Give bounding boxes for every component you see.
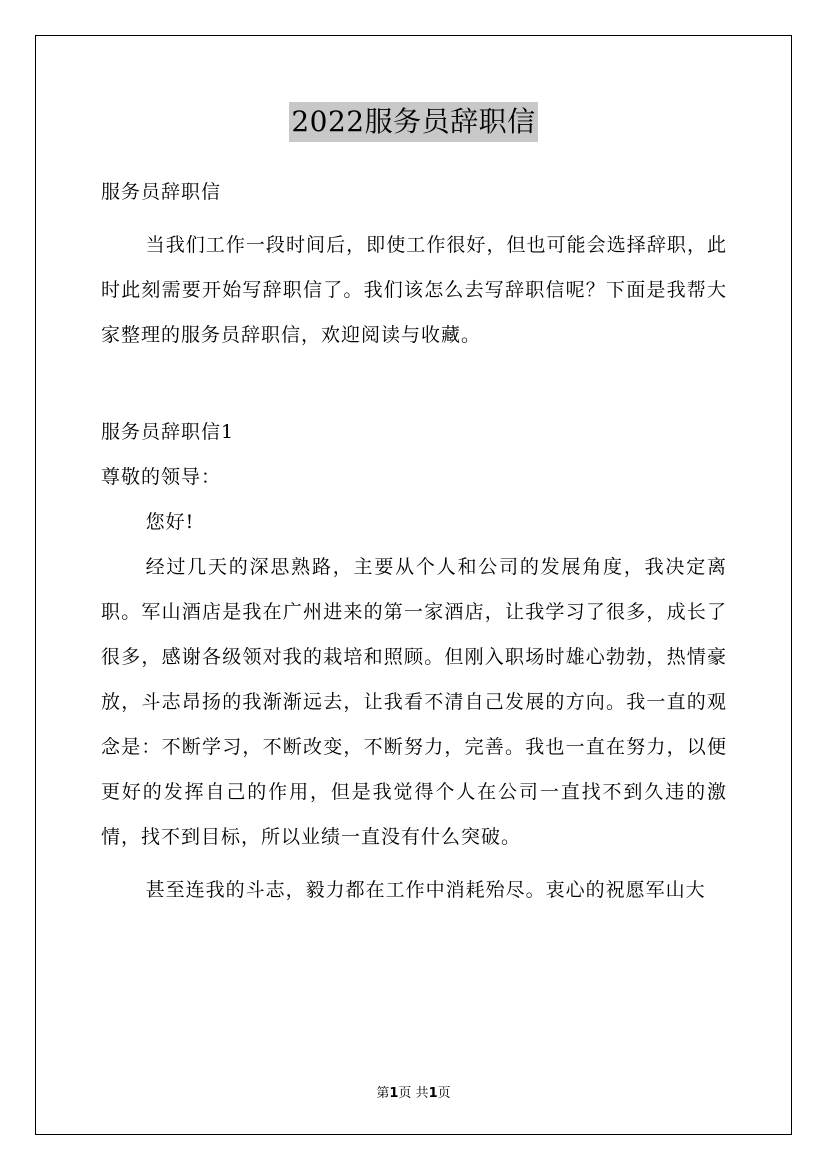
- footer-page-current: 1: [389, 1086, 399, 1101]
- title-container: [0, 102, 827, 142]
- salutation: 尊敬的领导：: [101, 466, 222, 488]
- page-footer: [0, 1082, 827, 1101]
- footer-prefix: 第: [376, 1086, 390, 1101]
- greeting: 您好!: [145, 511, 195, 533]
- footer-suffix: 页: [437, 1086, 451, 1101]
- intro-paragraph: 当我们工作一段时间后，即使工作很好，但也可能会选择辞职，此时此刻需要开始写辞职信了。我们该怎么去写辞职信呢？下面是我帮大家整理的服务员辞职信，欢迎阅读与收藏。: [101, 234, 727, 346]
- document-body: [101, 170, 727, 913]
- footer-mid: 页 共: [398, 1086, 429, 1101]
- body-paragraph-1: 经过几天的深思熟路，主要从个人和公司的发展角度，我决定离职。军山酒店是我在广州进来的第一家酒店，让我学习了很多，成长了很多，感谢各级领对我的栽培和照顾。但刚入职场时雄心勃勃，热情豪放，斗志昂扬的我渐渐远去，让我看不清自己发展的方向。我一直的观念是：不断学习，不断改变，不断努力，完善。我也一直在努力，以便更好的发挥自己的作用，但是我觉得个人在公司一直找不到久违的激情，找不到目标，所以业绩一直没有什么突破。: [101, 556, 727, 848]
- document-title: 2022服务员辞职信: [289, 102, 537, 142]
- subtitle: 服务员辞职信: [101, 181, 222, 203]
- section-heading: 服务员辞职信1: [101, 421, 235, 443]
- footer-page-total: 1: [428, 1086, 438, 1101]
- body-paragraph-2: 甚至连我的斗志，毅力都在工作中消耗殆尽。衷心的祝愿军山大: [145, 879, 706, 901]
